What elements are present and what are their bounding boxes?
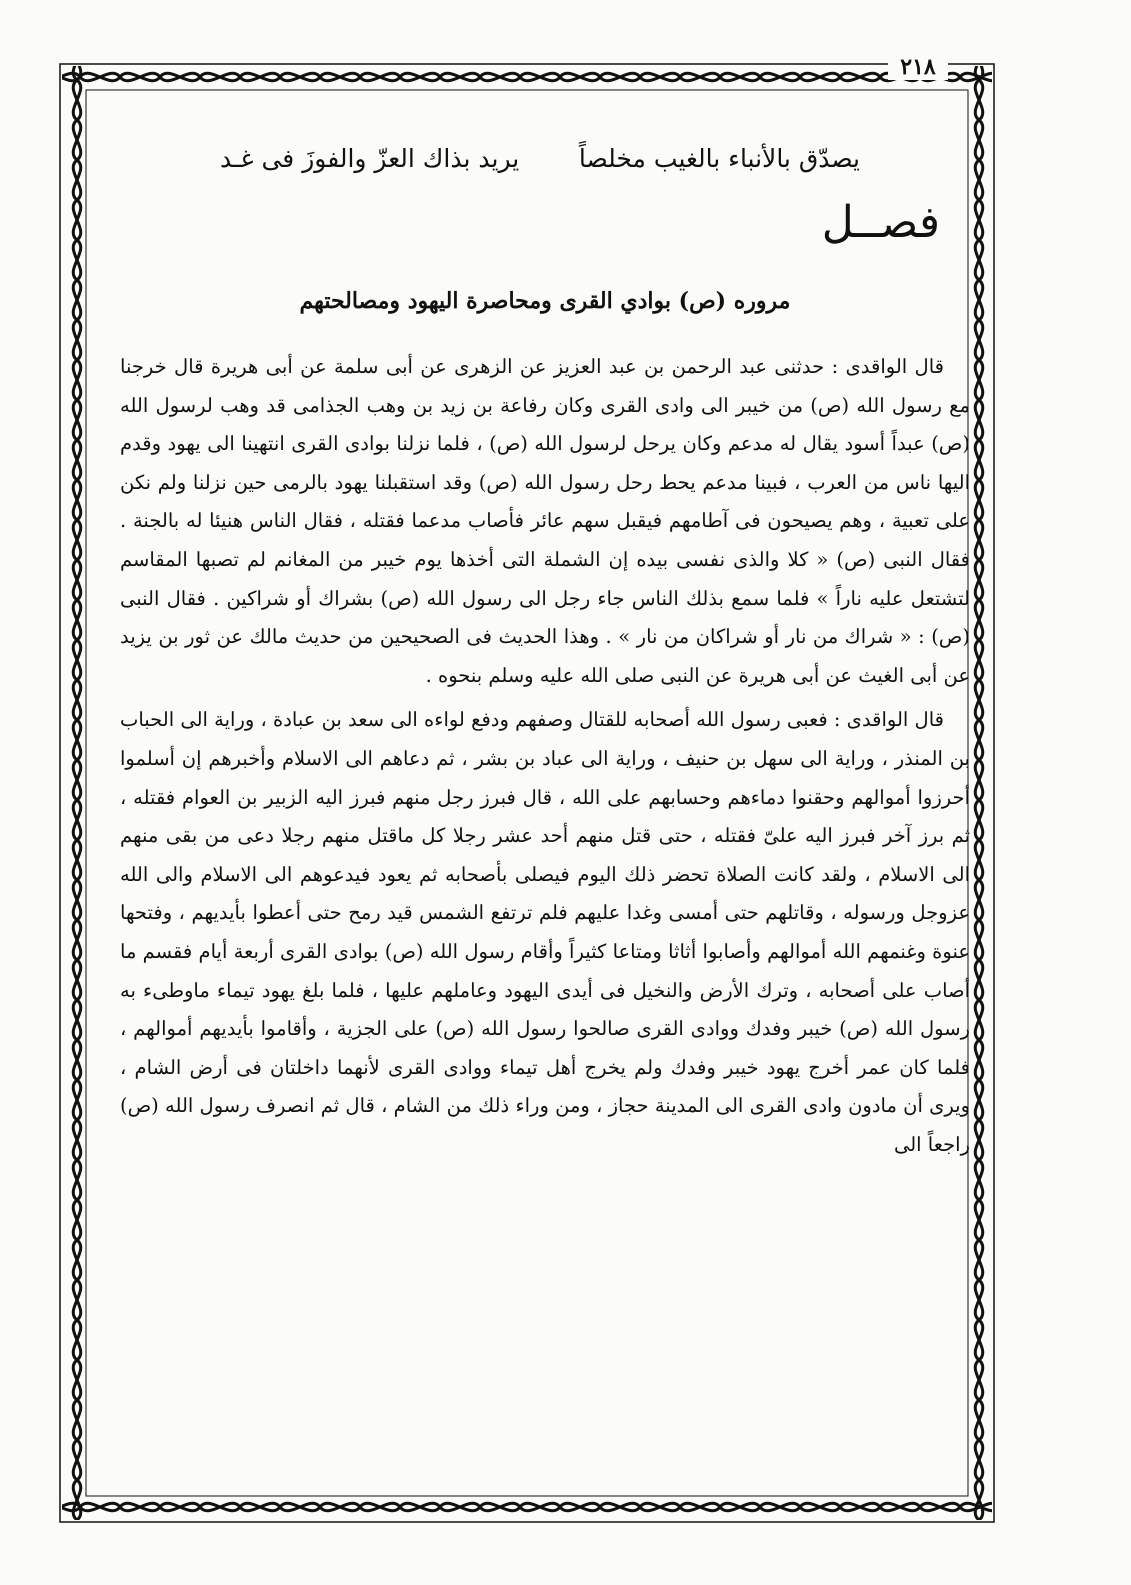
body-text (120, 348, 970, 1164)
verse-left-hemistich: يريد بذاك العزّ والفوزَ فى غـد (220, 144, 520, 173)
paragraph: قال الواقدى : حدثنى عبد الرحمن بن عبد العزيز عن الزهرى عن أبى سلمة عن أبى هريرة قال خرجنا مع رسول الله (ص) من خيبر الى وادى القرى وكان رفاعة بن زيد بن وهب الجذامى قد وهب لرسول الله (ص) عبداً أسود يقال له مدعم وكان يرحل لرسول الله (ص) ، فلما نزلنا بوادى القرى انتهينا الى يهود وقدم اليها ناس من العرب ، فبينا مدعم يحط رحل رسول الله (ص) وقد استقبلنا يهود بالرمى حين نزلنا ولم نكن على تعبية ، وهم يصيحون فى آطامهم فيقبل سهم عائر فأصاب مدعما فقتله ، فقال الناس هنيئا له بالجنة . فقال النبى (ص) « كلا والذى نفسى بيده إن الشملة التى أخذها يوم خيبر من المغانم لم تصبها المقاسم لتشتعل عليه ناراً » فلما سمع بذلك الناس جاء رجل الى رسول الله (ص) بشراك أو شراكين . فقال النبى (ص) : « شراك من نار أو شراكان من نار » . وهذا الحديث فى الصحيحين من حديث مالك عن ثور بن يزيد عن أبى الغيث عن أبى هريرة عن النبى صلى الله عليه وسلم بنحوه . (120, 355, 970, 687)
section-heading: مروره (ص) بوادي القرى ومحاصرة اليهود ومصالحتهم (299, 288, 791, 314)
poetry-verse (120, 144, 970, 173)
section-ornament-word: فصــل (821, 197, 940, 248)
page-number: ٢١٨ (888, 54, 948, 80)
paragraph: قال الواقدى : فعبى رسول الله أصحابه للقتال وصفهم ودفع لواءه الى سعد بن عبادة ، وراية الى الحباب بن المنذر ، وراية الى سهل بن حنيف ، وراية الى عباد بن بشر ، ثم دعاهم الى الاسلام وأخبرهم إن أسلموا أحرزوا أموالهم وحقنوا دماءهم وحسابهم على الله ، قال فبرز رجل منهم فبرز اليه الزبير بن العوام فقتله ، ثم برز آخر فبرز اليه علىّ فقتله ، حتى قتل منهم أحد عشر رجلا كل ماقتل منهم رجلا دعى من بقى منهم الى الاسلام ، ولقد كانت الصلاة تحضر ذلك اليوم فيصلى بأصحابه ثم يعود فيدعوهم الى الاسلام والى الله عزوجل ورسوله ، وقاتلهم حتى أمسى وغدا عليهم فلم ترتفع الشمس قيد رمح حتى أعطوا بأيديهم ، وفتحها عنوة وغنمهم الله أموالهم وأصابوا أثاثا ومتاعا كثيراً وأقام رسول الله (ص) بوادى القرى أربعة أيام فقسم ما أصاب على أصحابه ، وترك الأرض والنخيل فى أيدى اليهود وعاملهم عليها ، فلما بلغ يهود تيماء ماوطىء به رسول الله (ص) خيبر وفدك ووادى القرى صالحوا رسول الله (ص) على الجزية ، وأقاموا بأيديهم أموالهم ، فلما كان عمر أخرج يهود خيبر وفدك ولم يخرج أهل تيماء ووادى القرى لأنهما داخلتان فى أرض الشام ، ويرى أن مادون وادى القرى الى المدينة حجاز ، ومن وراء ذلك من الشام ، قال ثم انصرف رسول الله (ص) راجعاً الى (120, 708, 970, 1156)
verse-right-hemistich: يصدّق بالأنباء بالغيب مخلصاً (578, 144, 860, 173)
page-content (120, 140, 970, 1470)
